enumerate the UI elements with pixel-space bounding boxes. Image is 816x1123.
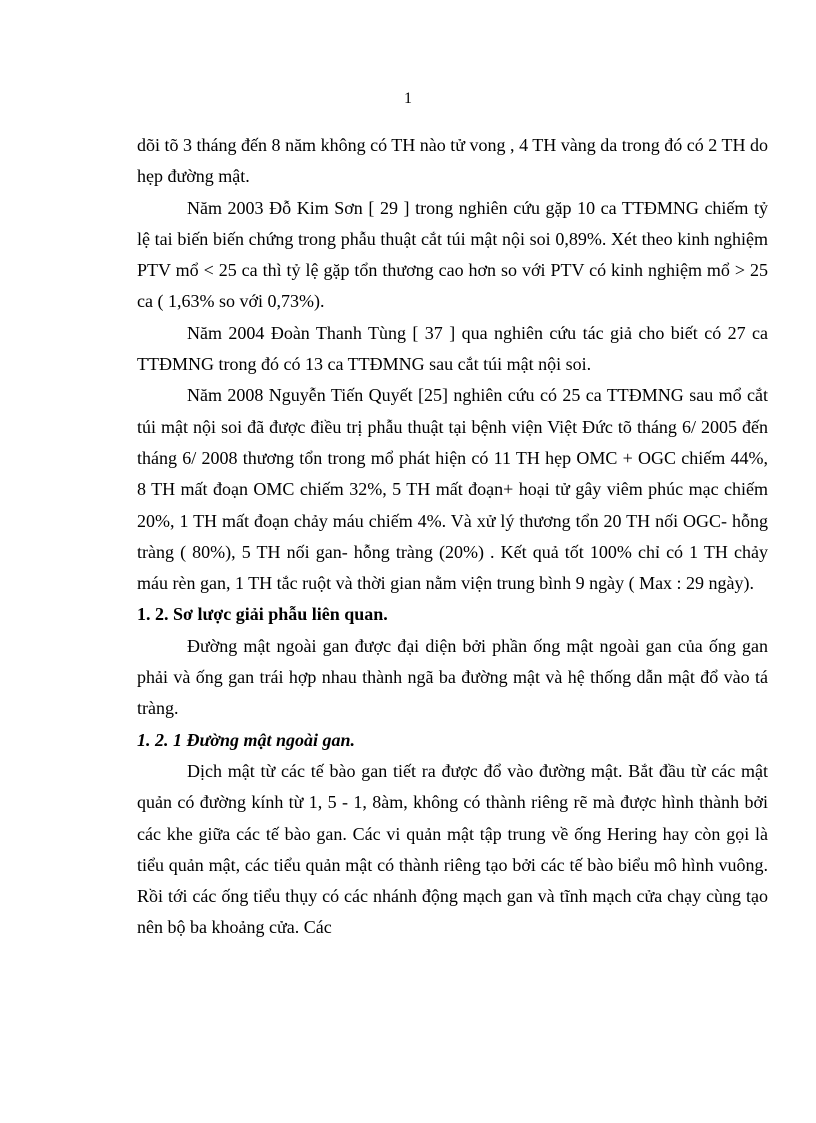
page-number: 1 — [404, 90, 412, 107]
paragraph-nguyen-tien-quyet-2008: Năm 2008 Nguyễn Tiến Quyết [25] nghiên cứu có 25 ca TTĐMNG sau mổ cắt túi mật nội soi đã được điều trị phẫu thuật tại bệnh viện Việt Đức tõ tháng 6/ 2005 đến tháng 6/ 2008 thương tổn trong mổ phát hiện có 11 TH hẹp OMC + OGC chiếm 44%, 8 TH mất đoạn OMC chiếm 32%, 5 TH mất đoạn+ hoại tử gây viêm phúc mạc chiếm 20%, 1 TH mất đoạn chảy máu chiếm 4%. Và xử lý thương tổn 20 TH nối OGC- hỗng tràng ( 80%), 5 TH nối gan- hỗng tràng (20%) . Kết quả tốt 100% chỉ có 1 TH chảy máu rèn gan, 1 TH tắc ruột và thời gian nằm viện trung bình 9 ngày ( Max : 29 ngày). — [137, 385, 768, 594]
subsection-heading: 1. 2. 1 Đường mật ngoài gan. — [137, 729, 355, 750]
paragraph-doan-thanh-tung-2004: Năm 2004 Đoàn Thanh Tùng [ 37 ] qua nghiên cứu tác giả cho biết có 27 ca TTĐMNG trong đó có 13 ca TTĐMNG sau cắt túi mật nội soi. — [137, 322, 768, 375]
paragraph-continuation: dõi tõ 3 tháng đến 8 năm không có TH nào tử vong , 4 TH vàng da trong đó có 2 TH do hẹp đường mật. — [137, 135, 768, 187]
section-heading: 1. 2. Sơ lược giải phẫu liên quan. — [137, 604, 388, 625]
paragraph-do-kim-son-2003: Năm 2003 Đỗ Kim Sơn [ 29 ] trong nghiên cứu gặp 10 ca TTĐMNG chiếm tỷ lệ tai biến biến chứng trong phẫu thuật cắt túi mật nội soi 0,89%. Xét theo kinh nghiệm PTV mổ < 25 ca thì tỷ lệ gặp tổn thương cao hơn so với PTV có kinh nghiệm mổ > 25 ca ( 1,63% so với 0,73%). — [137, 197, 768, 312]
subsection-paragraph: Dịch mật từ các tế bào gan tiết ra được đổ vào đường mật. Bắt đầu từ các mật quản có đường kính từ 1, 5 - 1, 8àm, không có thành riêng rẽ mà được hình thành bởi các khe giữa các tế bào gan. Các vi quản mật tập trung về ống Hering hay còn gọi là tiểu quản mật, các tiểu quản mật có thành riêng tạo bởi các tế bào biểu mô hình vuông. Rồi tới các ống tiểu thụy có các nhánh động mạch gan và tĩnh mạch cửa chạy cùng tạo nên bộ ba khoảng cửa. Các — [137, 760, 768, 938]
section-paragraph: Đường mật ngoài gan được đại diện bởi phần ống mật ngoài gan của ống gan phải và ống gan trái hợp nhau thành ngã ba đường mật và hệ thống dẫn mật đổ vào tá tràng. — [137, 635, 768, 719]
document-body — [137, 130, 768, 944]
